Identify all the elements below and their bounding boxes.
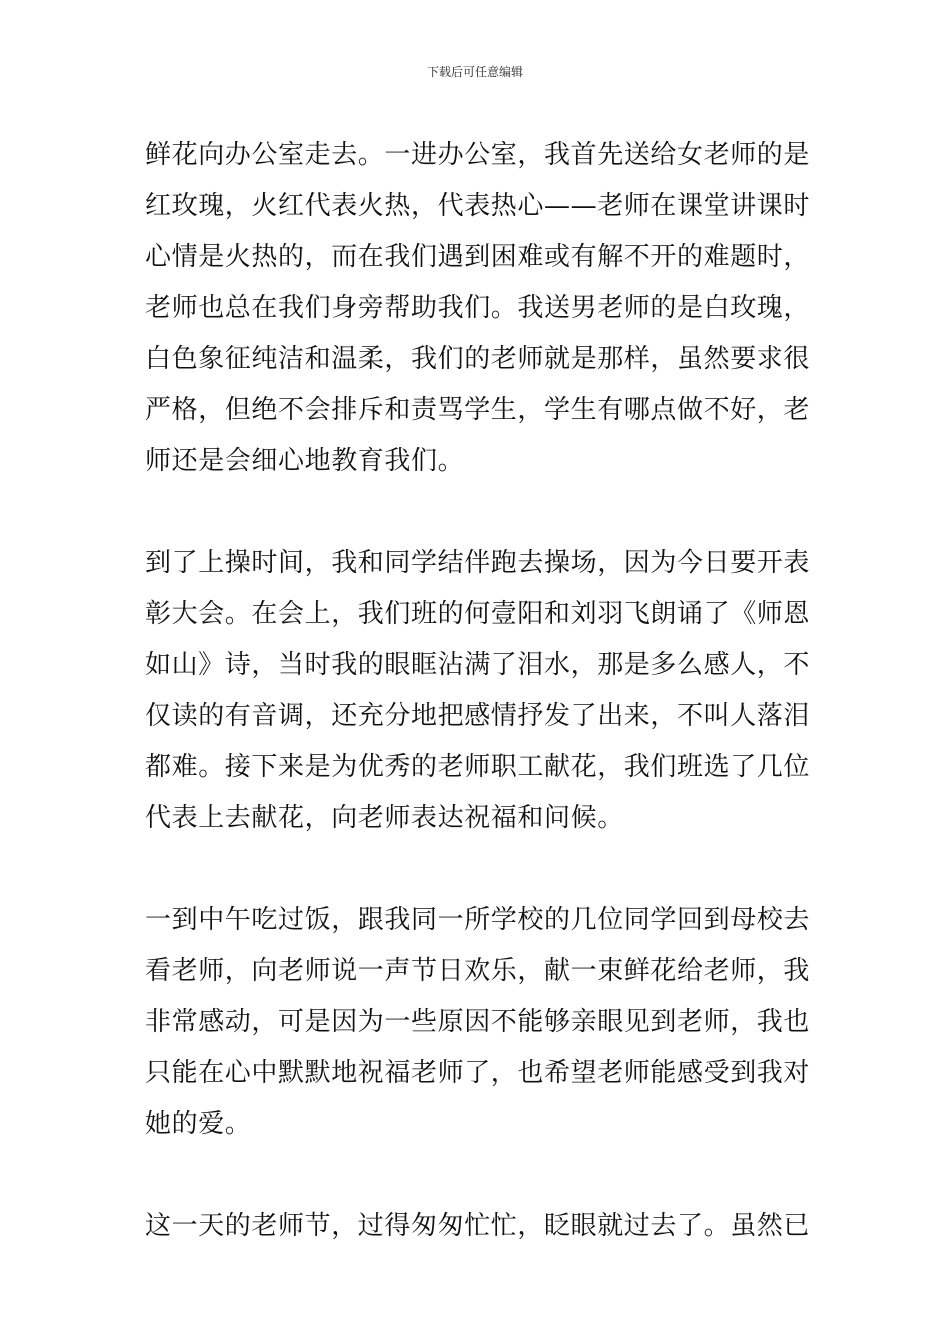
text-line: 非常感动，可是因为一些原因不能够亲眼见到老师，我也 xyxy=(145,1007,811,1037)
text-line: 只能在心中默默地祝福老师了，也希望老师能感受到我对 xyxy=(145,1058,811,1088)
text-line: 如山》诗，当时我的眼眶沾满了泪水，那是多么感人，不 xyxy=(145,650,811,680)
text-line: 鲜花向办公室走去。一进办公室，我首先送给女老师的是 xyxy=(145,140,811,170)
text-line: 彰大会。在会上，我们班的何壹阳和刘羽飞朗诵了《师恩 xyxy=(145,599,811,629)
paragraph xyxy=(145,130,810,487)
paragraph xyxy=(145,895,810,1150)
text-line: 代表上去献花，向老师表达祝福和问候。 xyxy=(145,803,624,833)
text-line: 一到中午吃过饭，跟我同一所学校的几位同学回到母校去 xyxy=(145,905,811,935)
text-line: 都难。接下来是为优秀的老师职工献花，我们班选了几位 xyxy=(145,752,811,782)
paragraph-spacer xyxy=(145,487,810,538)
text-line: 心情是火热的，而在我们遇到困难或有解不开的难题时， xyxy=(145,242,811,272)
text-line: 看老师，向老师说一声节日欢乐，献一束鲜花给老师，我 xyxy=(145,956,811,986)
page-header: 下载后可任意编辑 xyxy=(426,65,523,79)
text-line: 仅读的有音调，还充分地把感情抒发了出来，不叫人落泪 xyxy=(145,701,811,731)
paragraph xyxy=(145,1201,810,1252)
paragraph-spacer xyxy=(145,844,810,895)
text-line: 师还是会细心地教育我们。 xyxy=(145,446,465,476)
text-line: 老师也总在我们身旁帮助我们。我送男老师的是白玫瑰， xyxy=(145,293,811,323)
text-line: 这一天的老师节，过得匆匆忙忙，眨眼就过去了。虽然已 xyxy=(145,1211,811,1241)
text-line: 严格，但绝不会排斥和责骂学生，学生有哪点做不好，老 xyxy=(145,395,811,425)
text-line: 到了上操时间，我和同学结伴跑去操场，因为今日要开表 xyxy=(145,548,811,578)
paragraph-spacer xyxy=(145,1150,810,1201)
text-line: 白色象征纯洁和温柔，我们的老师就是那样，虽然要求很 xyxy=(145,344,811,374)
text-line: 她的爱。 xyxy=(145,1109,252,1139)
document-body xyxy=(145,130,810,1252)
text-line: 红玫瑰，火红代表火热，代表热心——老师在课堂讲课时 xyxy=(145,191,811,221)
paragraph xyxy=(145,538,810,844)
